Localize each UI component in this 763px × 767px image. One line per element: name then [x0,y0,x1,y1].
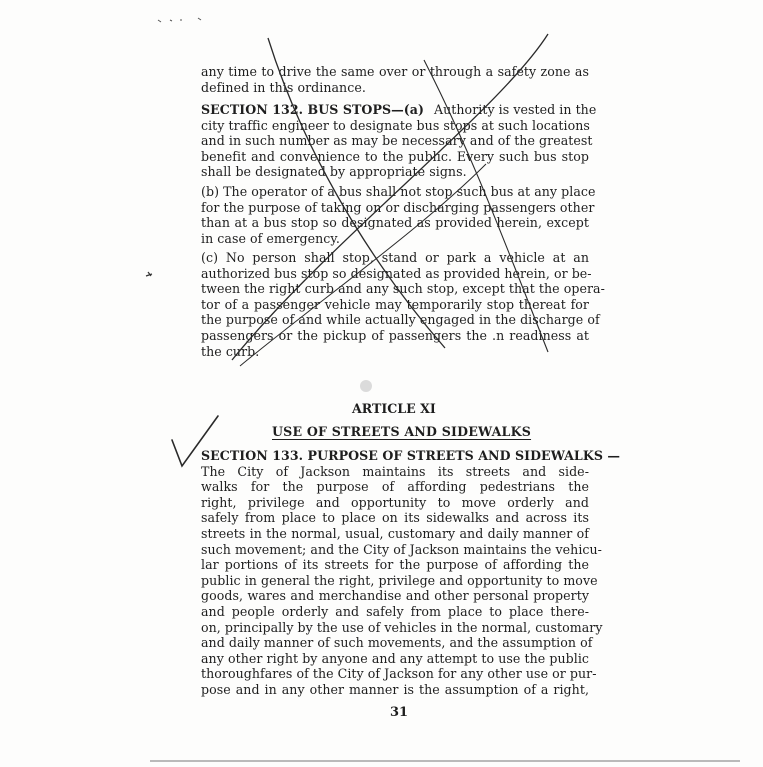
text-line: right, privilege and opportunity to move orderly and [201,494,589,510]
scan-speck [158,18,201,22]
text-line: defined in this ordinance. [201,79,366,95]
section-132-para-c [201,250,605,359]
text-line: the purpose of and while actually engaged in the discharge of [201,312,600,328]
top-paragraph [201,64,589,95]
text-line: and in such number as may be necessary and of the greatest [201,133,593,149]
section-132-para-b [201,184,596,246]
text-line: goods, wares and merchandise and other personal property [201,588,589,604]
text-line: and daily manner of such movements, and the assumption of [201,635,593,651]
section-133-heading: SECTION 133. PURPOSE OF STREETS AND SIDEWALKS — [201,448,621,463]
section-132-first-line [201,102,597,118]
margin-mark [146,272,152,276]
text-line: streets in the normal, usual, customary and daily manner of [201,525,589,541]
text-line: and people orderly and safely from place to place there- [201,603,589,619]
text-line: (c) No person shall stop, stand or park a vehicle at an [201,250,589,265]
text-line: (b) The operator of a bus shall not stop such bus at any place [201,184,596,199]
scan-smudge [360,380,372,392]
text-line: walks for the purpose of affording pedestrians the [201,479,589,495]
text-line: tor of a passenger vehicle may temporarily stop thereat for [201,296,589,312]
text-line: shall be designated by appropriate signs. [201,164,467,180]
text-line: authorized bus stop so designated as provided herein, or be- [201,265,592,281]
text-line: than at a bus stop so designated as provided herein, except [201,215,589,231]
text-line: tween the right curb and any such stop, except that the opera- [201,281,605,297]
article-title: ARTICLE XI [352,401,436,416]
text-line: thoroughfares of the City of Jackson for any other use or pur- [201,666,597,682]
text-line: Authority is vested in the [433,102,597,117]
text-line: any other right by anyone and any attempt to use the public [201,650,589,666]
text-line: passengers or the pickup of passengers the .n readiness at [201,327,589,343]
text-line: benefit and convenience to the public. Every such bus stop [201,148,589,164]
text-line: public in general the right, privilege and opportunity to move [201,572,598,588]
text-line: on, principally by the use of vehicles in the normal, customary [201,619,603,635]
page-number: 31 [390,705,409,720]
text-line: any time to drive the same over or through a safety zone as [201,64,589,79]
text-line: city traffic engineer to designate bus stops at such locations [201,117,590,133]
text-line: for the purpose of taking on or discharging passengers other [201,199,595,215]
text-line: lar portions of its streets for the purpose of affording the [201,557,589,573]
text-line: the curb. [201,343,260,359]
section-133 [201,448,621,698]
article-subtitle: USE OF STREETS AND SIDEWALKS [272,424,532,439]
text-line: in case of emergency. [201,230,340,246]
text-line: pose and in any other manner is the assumption of a right, [201,681,589,697]
text-line: The City of Jackson maintains its streets and side- [201,463,589,479]
text-line: such movement; and the City of Jackson maintains the vehicu- [201,541,602,557]
section-132-heading: SECTION 132. BUS STOPS—(a) [201,102,424,117]
section-132 [201,102,597,180]
text-line: safely from place to place on its sidewalks and across its [201,510,589,526]
